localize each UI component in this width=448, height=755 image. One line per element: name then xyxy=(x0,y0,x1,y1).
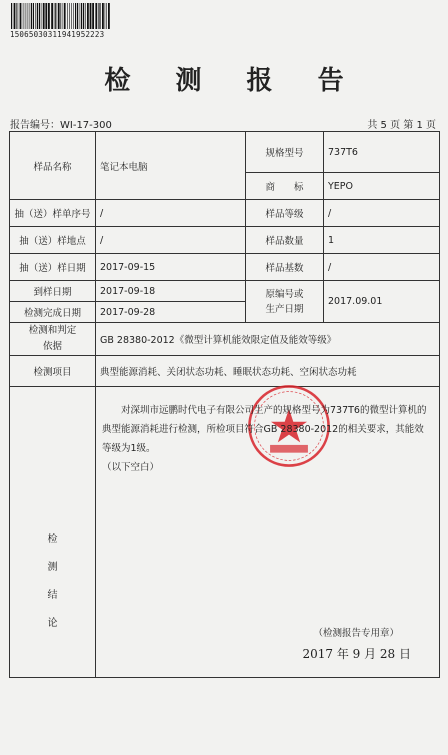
barcode-bar xyxy=(58,3,60,29)
barcode-bar xyxy=(95,3,97,29)
report-number xyxy=(10,116,112,131)
barcode-bar xyxy=(35,3,36,29)
table-row xyxy=(10,323,440,356)
table-row xyxy=(10,254,440,281)
barcode-bar xyxy=(25,3,26,29)
sample-name-value: 笔记本电脑 xyxy=(96,132,246,200)
barcode-bar xyxy=(77,3,78,29)
conclusion-label-char: 检 xyxy=(47,534,58,545)
sample-name-label: 样品名称 xyxy=(10,132,96,200)
arrival-date-value: 2017-09-18 xyxy=(96,281,246,302)
sampling-place-value: / xyxy=(96,227,246,254)
production-date-label xyxy=(246,281,324,323)
sampling-place-label: 抽（送）样地点 xyxy=(10,227,96,254)
finish-date-label: 检测完成日期 xyxy=(10,302,96,323)
barcode-bar xyxy=(90,3,92,29)
table-row xyxy=(10,281,440,302)
brand-label: 商 标 xyxy=(246,173,324,200)
barcode-bar xyxy=(105,3,106,29)
page-info xyxy=(367,116,436,131)
barcode-bar xyxy=(108,3,110,29)
basis-label-line-2: 依据 xyxy=(42,341,62,352)
sampling-date-label: 抽（送）样日期 xyxy=(10,254,96,281)
model-label: 规格型号 xyxy=(246,132,324,173)
conclusion-body xyxy=(96,387,440,678)
barcode-bar xyxy=(18,3,19,29)
barcode-bar xyxy=(69,3,70,29)
production-date-value: 2017.09.01 xyxy=(324,281,440,323)
sample-sheet-no-label: 抽（送）样单序号 xyxy=(10,200,96,227)
barcode-bar xyxy=(41,3,42,29)
barcode xyxy=(10,3,110,39)
barcode-bar xyxy=(83,3,84,29)
signature-date: 2017 年 9 月 28 日 xyxy=(302,647,411,661)
page-info-text: 共 5 页 第 1 页 xyxy=(367,120,436,131)
sample-grade-label: 样品等级 xyxy=(246,200,324,227)
barcode-bar xyxy=(31,3,32,29)
barcode-bar xyxy=(67,3,68,29)
barcode-bar xyxy=(45,3,47,29)
report-number-value: WI-17-300 xyxy=(60,120,112,131)
barcode-bar xyxy=(43,3,45,29)
barcode-bar xyxy=(106,3,107,29)
barcode-bar xyxy=(64,3,66,29)
barcode-bar xyxy=(39,3,40,29)
sampling-date-value: 2017-09-15 xyxy=(96,254,246,281)
sample-grade-value: / xyxy=(324,200,440,227)
barcode-bar xyxy=(80,3,81,29)
report-table xyxy=(9,131,440,678)
stamp-label: （检测报告专用章） xyxy=(313,628,399,639)
barcode-bar xyxy=(55,3,56,29)
page-title: 检 测 报 告 xyxy=(104,66,362,96)
barcode-number: 15065030311941952223 xyxy=(10,30,105,39)
barcode-bar xyxy=(51,3,53,29)
barcode-bar xyxy=(27,3,28,29)
table-row xyxy=(10,200,440,227)
barcode-bar xyxy=(87,3,89,29)
blank-note: （以下空白） xyxy=(102,462,160,473)
arrival-date-label: 到样日期 xyxy=(10,281,96,302)
barcode-bar xyxy=(33,3,34,29)
sample-sheet-no-value: / xyxy=(96,200,246,227)
barcode-bar xyxy=(29,3,30,29)
items-value: 典型能源消耗、关闭状态功耗、睡眠状态功耗、空闲状态功耗 xyxy=(96,356,440,387)
barcode-bar xyxy=(14,3,16,29)
conclusion-label-char: 论 xyxy=(47,618,58,629)
sample-qty-label: 样品数量 xyxy=(246,227,324,254)
sample-base-label: 样品基数 xyxy=(246,254,324,281)
barcode-bar xyxy=(73,3,74,29)
finish-date-value: 2017-09-28 xyxy=(96,302,246,323)
barcode-bar xyxy=(54,3,55,29)
table-row xyxy=(10,227,440,254)
barcode-bars xyxy=(10,3,110,29)
barcode-bar xyxy=(48,3,50,29)
basis-label-line-1: 检测和判定 xyxy=(28,325,77,336)
barcode-bar xyxy=(92,3,94,29)
barcode-bar xyxy=(98,3,99,29)
sample-base-value: / xyxy=(324,254,440,281)
conclusion-row xyxy=(10,387,440,678)
barcode-bar xyxy=(102,3,104,29)
barcode-bar xyxy=(71,3,72,29)
basis-value: GB 28380-2012《微型计算机能效限定值及能效等级》 xyxy=(96,323,440,356)
production-label-line-1: 原编号或 xyxy=(265,288,304,300)
conclusion-label-char: 结 xyxy=(47,590,58,601)
barcode-bar xyxy=(81,3,82,29)
conclusion-label-char: 测 xyxy=(47,562,58,573)
conclusion-label xyxy=(10,387,96,678)
table-row xyxy=(10,356,440,387)
barcode-bar xyxy=(20,3,22,29)
barcode-bar xyxy=(62,3,63,29)
production-label-line-2: 生产日期 xyxy=(265,303,304,315)
report-number-label: 报告编号： xyxy=(10,120,60,131)
basis-label xyxy=(10,323,96,356)
barcode-bar xyxy=(16,3,17,29)
barcode-bar xyxy=(37,3,38,29)
barcode-bar xyxy=(85,3,86,29)
barcode-bar xyxy=(99,3,100,29)
barcode-bar xyxy=(60,3,61,29)
model-value: 737T6 xyxy=(324,132,440,173)
table-row xyxy=(10,132,440,173)
brand-value: YEPO xyxy=(324,173,440,200)
items-label: 检测项目 xyxy=(10,356,96,387)
sample-qty-value: 1 xyxy=(324,227,440,254)
barcode-bar xyxy=(11,3,12,29)
conclusion-text: 对深圳市远鹏时代电子有限公司生产的规格型号为737T6的微型计算机的典型能源消耗进行检测，所检项目符合GB 28380-2012的相关要求，其能效等级为1级。 xyxy=(102,405,427,454)
barcode-bar xyxy=(75,3,76,29)
barcode-bar xyxy=(23,3,24,29)
